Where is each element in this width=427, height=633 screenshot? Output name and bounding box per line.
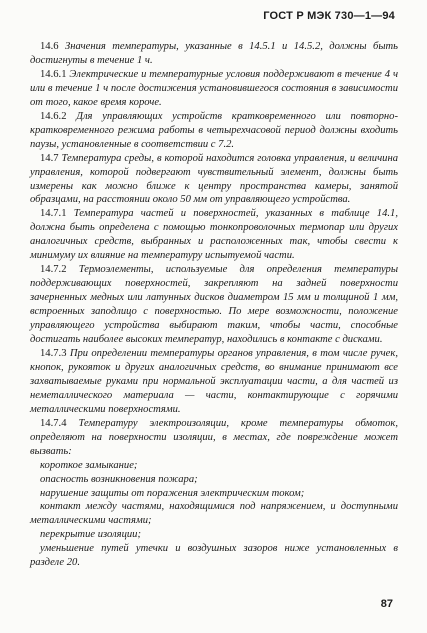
paragraph-14-7 xyxy=(30,152,398,208)
clause-number: 14.7 xyxy=(40,152,59,164)
list-item: короткое замыкание; xyxy=(40,459,138,471)
clause-text: Температуру электроизоляции, кроме температуры обмоток, определяют на поверхности изоляции, в местах, где повреждение может вызвать: xyxy=(30,417,398,457)
list-item: перекрытие изоляции; xyxy=(40,529,142,541)
list-item: уменьшение путей утечки и воздушных зазоров ниже установленных в разделе 20. xyxy=(30,543,398,569)
clause-text: Термоэлементы, используемые для определения температуры поддерживающих поверхностей, закрепляют на задней поверхности зачерненных медных или латунных дисков диаметром 15 мм и толщиной 1 мм, встроенных заподлицо с поверхностью. По мере возможности, положение управляющего устройства выбирают таким, чтобы части, способные достигать наиболее высоких температур, находились в контакте с дисками. xyxy=(30,264,398,346)
clause-text: Температура частей и поверхностей, указанных в таблице 14.1, должна быть определена с помощью тонкопроволочных термопар или других аналогичных средств, выбранных и расположенных так, чтобы свести к минимуму их влияние на температуру испытуемой части. xyxy=(30,208,398,262)
clause-number: 14.7.1 xyxy=(40,208,67,220)
clause-text: При определении температуры органов управления, в том числе ручек, кнопок, рукояток и других аналогичных средств, во внимание принимают все захватываемые руками при нормальной эксплуатации части, а для частей из неметаллического материала — части, контактирующие с горячими металлическими поверхностями. xyxy=(30,347,398,415)
list-item: опасность возникновения пожара; xyxy=(40,473,198,485)
paragraph-14-7-1 xyxy=(30,207,398,263)
paragraph-14-6-2 xyxy=(30,110,398,152)
clause-text: Электрические и температурные условия поддерживают в течение 4 ч или в течение 1 ч после достижения установившегося состояния в зависимости от того, какое время короче. xyxy=(30,68,398,108)
paragraph-14-7-3 xyxy=(30,347,398,417)
paragraph-14-7-4 xyxy=(30,417,398,459)
clause-number: 14.6.2 xyxy=(40,110,67,122)
list-item: контакт между частями, находящимися под напряжением, и доступными металлическими частями; xyxy=(30,501,398,527)
list-item: нарушение защиты от поражения электрическим током; xyxy=(40,487,305,499)
clause-number: 14.6.1 xyxy=(40,68,67,80)
clause-number: 14.6 xyxy=(40,41,59,52)
clause-number: 14.7.2 xyxy=(40,264,67,276)
clause-text: Температура среды, в которой находится головка управления, и величина управления, которой подвергают чувствительный элемент, должны быть измерены как можно ближе к центру пространства камеры, занятой образцами, на расстоянии около 50 мм от управляющего устройства. xyxy=(30,152,398,206)
document-body xyxy=(30,40,398,570)
paragraph-14-6 xyxy=(30,40,398,68)
paragraph-14-6-1 xyxy=(30,68,398,110)
clause-number: 14.7.3 xyxy=(40,347,67,359)
page-number: 87 xyxy=(380,598,393,610)
document-header: ГОСТ Р МЭК 730—1—94 xyxy=(263,10,395,22)
clause-text: Для управляющих устройств кратковременного или повторно-кратковременного режима работы в четырехчасовой период должны входить паузы, установленные в соответствии с 7.2. xyxy=(30,110,398,150)
clause-number: 14.7.4 xyxy=(40,417,67,429)
paragraph-14-7-2 xyxy=(30,263,398,347)
clause-text: Значения температуры, указанные в 14.5.1 и 14.5.2, должны быть достигнуты в течение 1 ч. xyxy=(30,41,398,66)
